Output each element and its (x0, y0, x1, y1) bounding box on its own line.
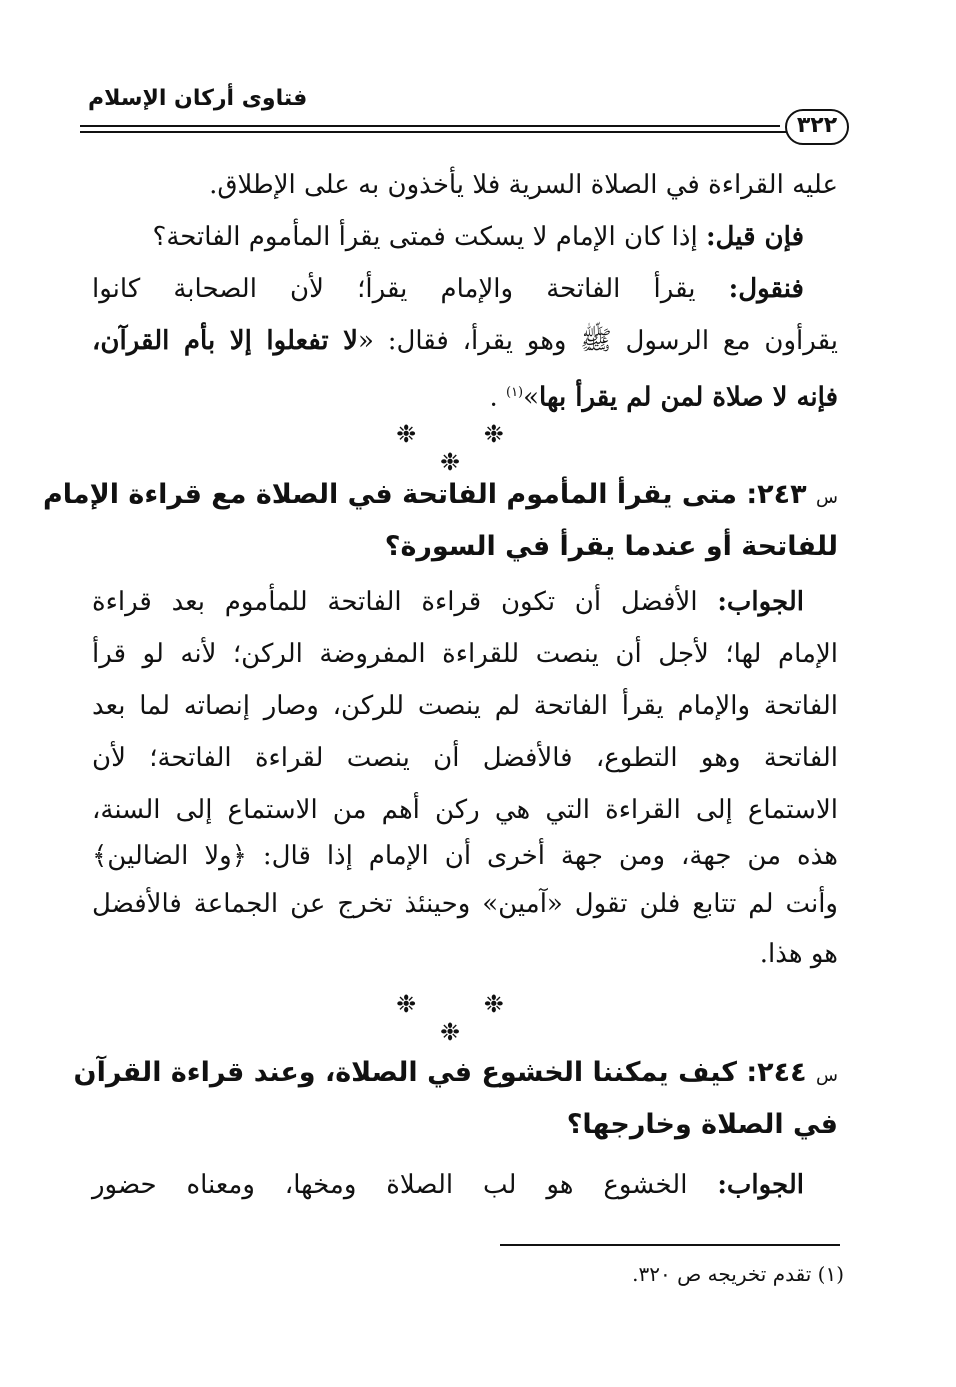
text-line: الفاتحة والإمام يقرأ الفاتحة لم ينصت للركن، وصار إنصاته لما بعد (92, 691, 838, 721)
text-line (92, 1158, 838, 1212)
running-header-title: فتاوى أركان الإسلام (88, 86, 308, 111)
answer-lead: الجواب: (717, 587, 804, 617)
reply-lead: فنقول: (728, 274, 804, 304)
text-line: الاستماع إلى القراءة التي هي ركن أهم من الاستماع إلى السنة، (92, 795, 838, 825)
text-line (92, 366, 838, 420)
text-line (92, 158, 838, 212)
text-run: إذا كان الإمام لا يسكت فمتى يقرأ المأموم الفاتحة؟ (152, 222, 706, 252)
text-run: الخشوع هو لب الصلاة ومخها، ومعناه حضور (92, 1170, 718, 1200)
footnote: (١) تقدم تخريجه ص ٣٢٠. (632, 1262, 844, 1286)
text-line (92, 210, 838, 264)
question-heading (73, 1046, 838, 1100)
question-text: ٢٤٤: كيف يمكننا الخشوع في الصلاة، وعند قراءة القرآن (73, 1057, 807, 1088)
text-line: الفاتحة وهو التطوع، فالأفضل أن ينصت لقراءة الفاتحة؛ لأن (92, 743, 838, 773)
section-separator: ❉ ❉ ❉ (396, 420, 534, 476)
hadith-quote: لا تفعلوا إلا بأم القرآن، (92, 326, 358, 356)
text-line (92, 575, 838, 629)
answer-lead: الجواب: (717, 1170, 804, 1200)
question-text: في الصلاة وخارجها؟ (566, 1109, 838, 1140)
footnote-ref: (١) (505, 385, 524, 400)
text-run: . (489, 382, 506, 413)
question-text: ٢٤٣: متى يقرأ المأموم الفاتحة في الصلاة مع قراءة الإمام (43, 479, 807, 510)
question-heading (43, 468, 838, 522)
page-number: ٣٢٢ (785, 109, 849, 145)
section-separator: ❉ ❉ ❉ (396, 990, 534, 1046)
text-run: عليه القراءة في الصلاة السرية فلا يأخذون به على الإطلاق. (209, 170, 838, 200)
objection-lead: فإن قيل: (705, 222, 804, 252)
hadith-quote: فإنه لا صلاة لمن لم يقرأ بها (539, 382, 838, 413)
header-rule (80, 125, 780, 127)
text-line (92, 262, 838, 316)
text-run: يقرأون مع الرسول ﷺ وهو يقرأ، فقال: « (358, 326, 839, 356)
text-line (92, 314, 838, 368)
question-mark-symbol: س (816, 487, 838, 508)
text-line: الإمام لها؛ لأجل أن ينصت للقراءة المفروضة الركن؛ لأنه لو قرأ (92, 639, 838, 669)
question-text: للفاتحة أو عندما يقرأ في السورة؟ (384, 531, 838, 562)
text-line: هذه من جهة، ومن جهة أخرى أن الإمام إذا قال: ﴿ولا الضالين﴾ (92, 841, 838, 871)
question-mark-symbol: س (816, 1065, 838, 1086)
footnote-rule (500, 1244, 840, 1246)
question-heading (92, 520, 838, 574)
question-heading (92, 1098, 838, 1152)
text-line: هو هذا. (759, 939, 838, 969)
quote-mark: » (523, 382, 540, 413)
header-rule (80, 131, 786, 133)
text-line: وأنت لم تتابع فلن تقول «آمين» وحينئذ تخرج عن الجماعة فالأفضل (92, 889, 838, 919)
text-run: الأفضل أن تكون قراءة الفاتحة للمأموم بعد قراءة (92, 587, 718, 617)
text-run: يقرأ الفاتحة والإمام يقرأ؛ لأن الصحابة كانوا (92, 274, 729, 304)
